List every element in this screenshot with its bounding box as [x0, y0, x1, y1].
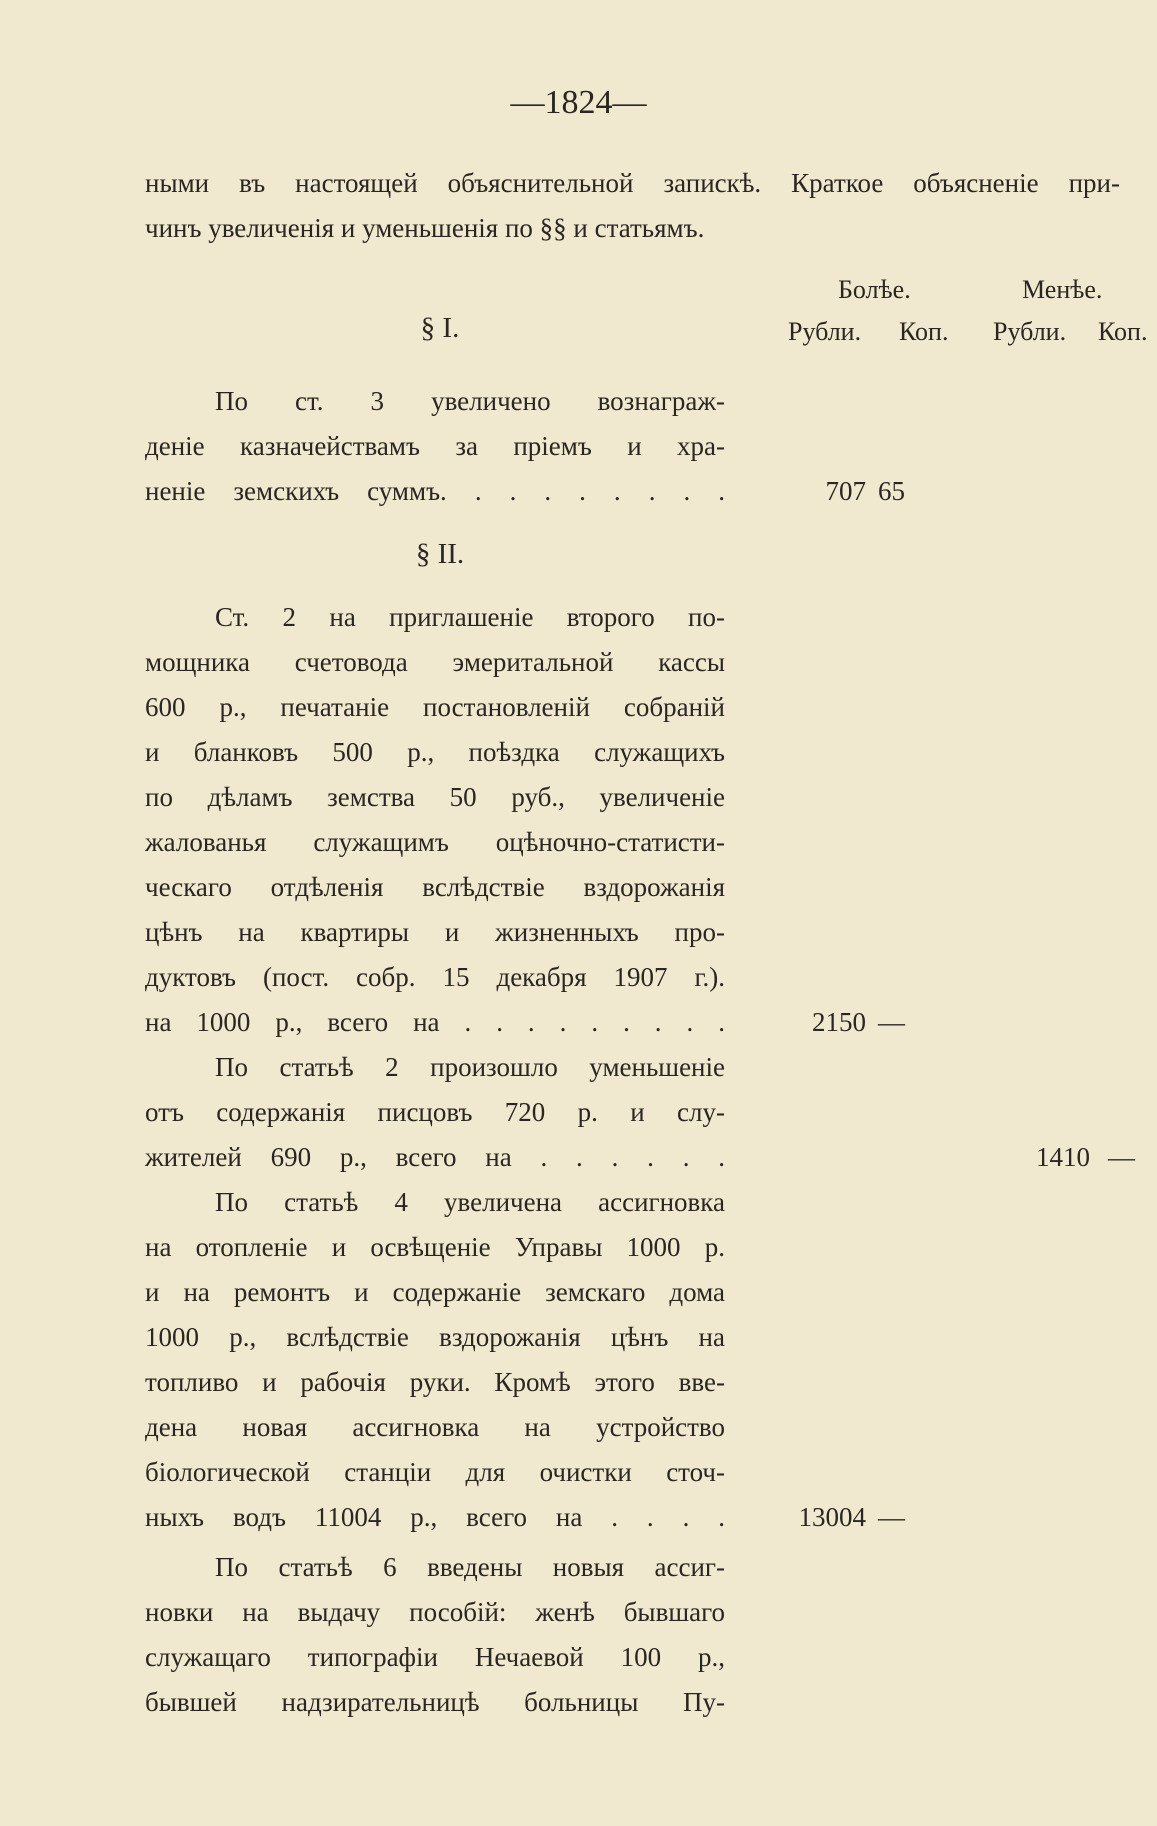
text-line: бывшей надзирательницѣ больницы Пу- [145, 1687, 725, 1717]
intro-line: чинъ увеличенія и уменьшенія по §§ и статьямъ. [145, 213, 705, 243]
text-line: дена новая ассигновка на устройство [145, 1412, 725, 1442]
column-header-kopecks-less: Коп. [1098, 317, 1148, 346]
column-header-kopecks-more: Коп. [899, 317, 949, 346]
text-line: ныхъ водъ 11004 р., всего на . . . . [145, 1502, 725, 1532]
amount-less-kopecks: — [1108, 1142, 1135, 1172]
text-line: на 1000 р., всего на . . . . . . . . . [145, 1007, 725, 1037]
page-number: —1824— [510, 84, 647, 121]
amount-more-rubles: 2150 [812, 1007, 866, 1037]
text-line: и бланковъ 500 р., поѣздка служащихъ [145, 737, 725, 767]
text-line: По статьѣ 6 введены новыя ассиг- [215, 1552, 725, 1582]
text-line: біологической станціи для очистки сточ- [145, 1457, 725, 1487]
column-header-less: Менѣе. [1022, 275, 1103, 304]
text-line: 600 р., печатаніе постановленій собраній [145, 692, 725, 722]
text-line: топливо и рабочія руки. Кромѣ этого вве- [145, 1367, 725, 1397]
section-heading: § I. [420, 312, 460, 344]
text-line: на отопленіе и освѣщеніе Управы 1000 р. [145, 1232, 725, 1262]
amount-more-kopecks: — [878, 1502, 905, 1532]
text-line: жалованья служащимъ оцѣночно-статисти- [145, 827, 725, 857]
text-line: дуктовъ (пост. собр. 15 декабря 1907 г.). [145, 962, 725, 992]
text-line: неніе земскихъ суммъ. . . . . . . . . [145, 476, 725, 506]
text-line: и на ремонтъ и содержаніе земскаго дома [145, 1277, 725, 1307]
text-line: служащаго типографіи Нечаевой 100 р., [145, 1642, 725, 1672]
amount-more-kopecks: — [878, 1007, 905, 1037]
intro-line: ными въ настоящей объяснительной запискѣ. Краткое объясненіе при- [145, 168, 1120, 198]
section-heading: § II. [415, 538, 465, 570]
text-line: деніе казначействамъ за пріемъ и хра- [145, 431, 725, 461]
column-header-rubles-less: Рубли. [993, 317, 1067, 346]
text-line: Ст. 2 на приглашеніе второго по- [215, 602, 725, 632]
text-line: По статьѣ 2 произошло уменьшеніе [215, 1052, 725, 1082]
text-line: отъ содержанія писцовъ 720 р. и слу- [145, 1097, 725, 1127]
text-line: По ст. 3 увеличено вознаграж- [215, 386, 725, 416]
text-line: мощника счетовода эмеритальной кассы [145, 647, 725, 677]
amount-more-kopecks: 65 [878, 476, 905, 506]
text-line: ческаго отдѣленія вслѣдствіе вздорожанія [145, 872, 725, 902]
text-line: новки на выдачу пособій: женѣ бывшаго [145, 1597, 725, 1627]
amount-more-rubles: 707 [825, 476, 866, 506]
text-line: 1000 р., вслѣдствіе вздорожанія цѣнъ на [145, 1322, 725, 1352]
amount-less-rubles: 1410 [1036, 1142, 1090, 1172]
text-line: По статьѣ 4 увеличена ассигновка [215, 1187, 725, 1217]
amount-more-rubles: 13004 [798, 1502, 866, 1532]
column-header-more: Болѣе. [838, 275, 911, 304]
text-line: жителей 690 р., всего на . . . . . . [145, 1142, 725, 1172]
column-header-rubles-more: Рубли. [788, 317, 862, 346]
text-line: цѣнъ на квартиры и жизненныхъ про- [145, 917, 725, 947]
text-line: по дѣламъ земства 50 руб., увеличеніе [145, 782, 725, 812]
